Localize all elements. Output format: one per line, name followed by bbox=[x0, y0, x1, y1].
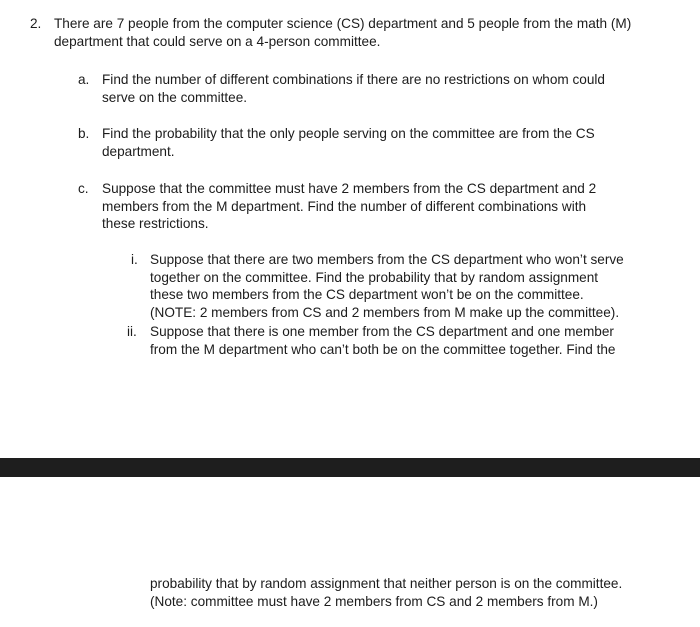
subpart-i-line: together on the committee. Find the probability that by random assignment bbox=[150, 269, 599, 285]
part-b-label: b. bbox=[78, 126, 90, 141]
part-a-text bbox=[102, 71, 605, 106]
part-c-line: these restrictions. bbox=[102, 216, 209, 232]
part-b-line: department. bbox=[102, 143, 175, 159]
subpart-ii-continuation-line: (Note: committee must have 2 members from CS and 2 members from M.) bbox=[150, 593, 598, 609]
part-a-line: Find the number of different combinations if there are no restrictions on whom could bbox=[102, 72, 605, 87]
question-stem-line: department that could serve on a 4-person committee. bbox=[54, 33, 381, 49]
subpart-i-label: i. bbox=[131, 252, 138, 267]
part-c-text bbox=[102, 180, 596, 233]
subpart-ii-continuation-line: probability that by random assignment that neither person is on the committee. bbox=[150, 576, 623, 591]
subpart-ii-label: ii. bbox=[127, 324, 137, 339]
part-b-text bbox=[102, 125, 595, 160]
part-c-line: Suppose that the committee must have 2 members from the CS department and 2 bbox=[102, 181, 597, 196]
subpart-i-line: Suppose that there are two members from the CS department who won’t serve bbox=[150, 252, 624, 267]
question-stem bbox=[54, 15, 631, 50]
subpart-ii-continuation bbox=[150, 575, 622, 610]
page-break-divider bbox=[0, 458, 700, 477]
part-a-line: serve on the committee. bbox=[102, 89, 248, 105]
subpart-ii-line: from the M department who can’t both be on the committee together. Find the bbox=[150, 341, 616, 357]
question-stem-line: There are 7 people from the computer science (CS) department and 5 people from the math (M) bbox=[54, 16, 632, 31]
part-c-label: c. bbox=[78, 181, 89, 196]
subpart-i-line: these two members from the CS department won’t be on the committee. bbox=[150, 287, 584, 303]
subpart-ii-line: Suppose that there is one member from the CS department and one member bbox=[150, 324, 614, 339]
question-number: 2. bbox=[30, 16, 42, 31]
part-a-label: a. bbox=[78, 72, 90, 87]
part-c-line: members from the M department. Find the number of different combinations with bbox=[102, 198, 587, 214]
subpart-i-line: (NOTE: 2 members from CS and 2 members from M make up the committee). bbox=[150, 304, 620, 320]
part-b-line: Find the probability that the only people serving on the committee are from the CS bbox=[102, 126, 595, 141]
subpart-i-text bbox=[150, 251, 624, 321]
subpart-ii-text bbox=[150, 323, 615, 358]
